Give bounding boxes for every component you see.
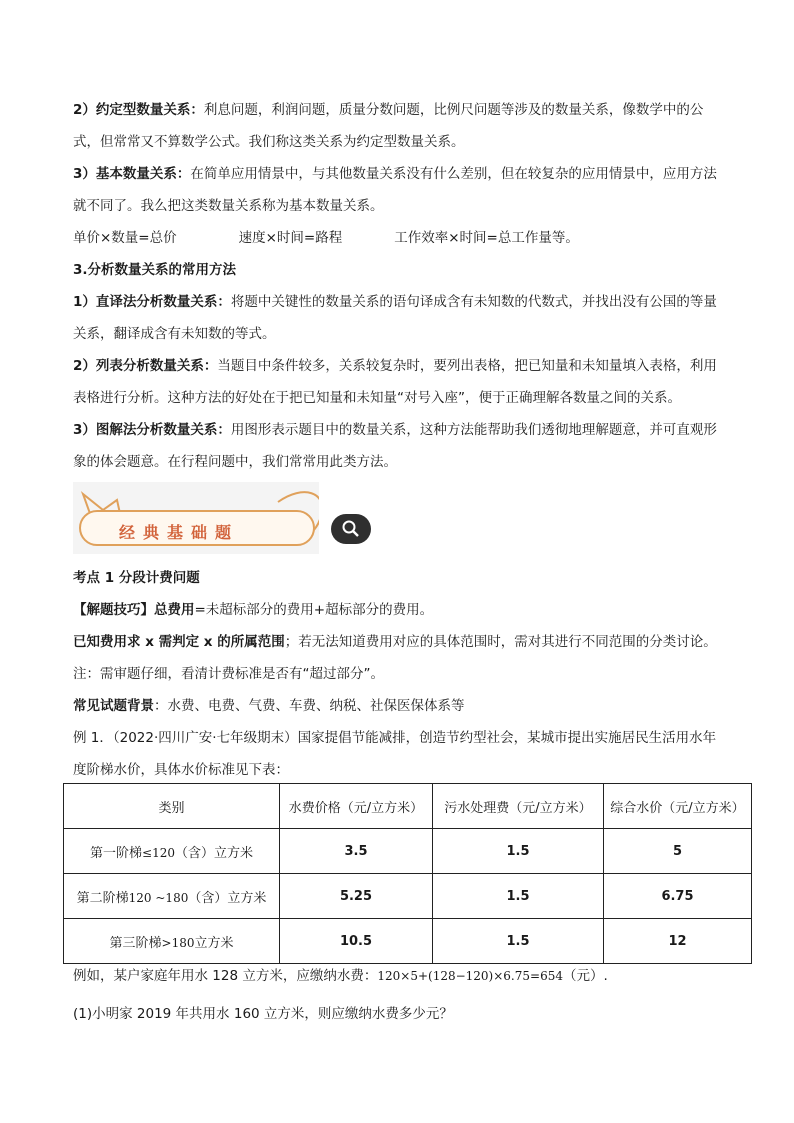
table-header: 综合水价（元/立方米）: [604, 784, 752, 829]
formula-price: 单价×数量=总价: [73, 230, 177, 246]
table-cell: 6.75: [604, 874, 752, 919]
tip-line: [73, 594, 725, 626]
paragraph-text: 将题中关键性的数量关系的语句译成含有未知数的代数式，并找出没有公国的等量关系，翻译成含有未知数的等式。: [73, 294, 717, 342]
paragraph-lead: 2）约定型数量关系：: [73, 102, 204, 118]
table-row: [64, 874, 752, 919]
paragraph-text: 在简单应用情景中，与其他数量关系没有什么差别，但在较复杂的应用情景中，应用方法就不同了。我么把这类数量关系称为基本数量关系。: [73, 166, 717, 214]
paragraph-lead: 3）图解法分析数量关系：: [73, 422, 231, 438]
table-header: 类别: [64, 784, 280, 829]
background-text: ：水费、电费、气费、车费、纳税、社保医保体系等: [154, 698, 465, 714]
background-lead: 常见试题背景: [73, 698, 154, 714]
formula-work: 工作效率×时间=总工作量等。: [394, 230, 579, 246]
tip-lead: 【解题技巧】总费用: [73, 602, 195, 618]
section-banner: [73, 482, 319, 554]
table-cell: 1.5: [433, 874, 604, 919]
table-row: [64, 919, 752, 964]
known-text: ；若无法知道费用对应的具体范围时，需对其进行不同范围的分类讨论。: [284, 634, 717, 650]
paragraph-agreed-relation: [73, 94, 725, 158]
table-cell: 3.5: [280, 829, 433, 874]
tier-unit: （含）立方米: [188, 890, 267, 906]
tier-range: ≤120: [142, 845, 175, 860]
table-cell-label: [64, 874, 280, 919]
table-cell-label: [64, 829, 280, 874]
calc-formula: 120×5+(128−120)×6.75=654: [377, 969, 563, 983]
paragraph-text: 利息问题，利润问题，质量分数问题，比例尺问题等涉及的数量关系，像数学中的公式，但常常又不算数学公式。我们称这类关系为约定型数量关系。: [73, 102, 704, 150]
formula-speed: 速度×时间=路程: [238, 230, 343, 246]
table-header: 水费价格（元/立方米）: [280, 784, 433, 829]
table-cell: 1.5: [433, 919, 604, 964]
tier-range: 120 ~180: [128, 890, 189, 905]
table-header: 污水处理费（元/立方米）: [433, 784, 604, 829]
paragraph-text: 用图形表示题目中的数量关系，这种方法能帮助我们透彻地理解题意，并可直观形象的体会题意。在行程问题中，我们常常用此类方法。: [73, 422, 717, 470]
table-cell: 10.5: [280, 919, 433, 964]
question-1: (1)小明家 2019 年共用水 160 立方米，则应缴纳水费多少元？: [73, 1006, 453, 1022]
note-line: 注：需审题仔细，看清计费标准是否有“超过部分”。: [73, 666, 384, 682]
search-icon: [331, 514, 371, 544]
tier-unit: 立方米: [194, 935, 234, 951]
paragraph-lead: 3）基本数量关系：: [73, 166, 191, 182]
banner-title: 经典基础题: [119, 523, 240, 542]
tier-name: 第一阶梯: [90, 845, 143, 861]
calc-text: 例如，某户家庭年用水 128 立方米，应缴纳水费：: [73, 968, 378, 984]
paragraph-basic-relation: [73, 158, 725, 222]
paragraph-method-diagram: [73, 414, 725, 478]
known-cost-line: [73, 626, 725, 658]
formula-line: [73, 222, 725, 254]
calc-unit: （元）.: [562, 968, 608, 984]
tier-unit: （含）立方米: [174, 845, 253, 861]
table-cell: 5.25: [280, 874, 433, 919]
table-cell: 5: [604, 829, 752, 874]
tier-name: 第三阶梯: [109, 935, 162, 951]
topic-heading: 考点 1 分段计费问题: [73, 570, 200, 586]
tier-range: >180: [161, 935, 195, 950]
tip-text: =未超标部分的费用+超标部分的费用。: [194, 602, 434, 618]
paragraph-lead: 1）直译法分析数量关系：: [73, 294, 231, 310]
section-heading: 3.分析数量关系的常用方法: [73, 262, 237, 278]
known-lead: 已知费用求 x 需判定 x 的所属范围: [73, 634, 285, 650]
tier-name: 第二阶梯: [76, 890, 129, 906]
water-price-table: [63, 783, 752, 964]
paragraph-method-table: [73, 350, 725, 414]
example-calculation: [73, 960, 725, 992]
table-cell-label: [64, 919, 280, 964]
table-cell: 1.5: [433, 829, 604, 874]
table-cell: 12: [604, 919, 752, 964]
background-line: [73, 690, 725, 722]
table-header-row: [64, 784, 752, 829]
paragraph-method-translate: [73, 286, 725, 350]
table-row: [64, 829, 752, 874]
paragraph-text: 当题目中条件较多，关系较复杂时，要列出表格，把已知量和未知量填入表格，利用表格进行分析。这种方法的好处在于把已知量和未知量“对号入座”，便于正确理解各数量之间的关系。: [73, 358, 717, 406]
paragraph-lead: 2）列表分析数量关系：: [73, 358, 218, 374]
example-question: 例 1．（2022·四川广安·七年级期末）国家提倡节能减排，创造节约型社会，某城市提出实施居民生活用水年度阶梯水价，具体水价标准见下表：: [73, 730, 717, 778]
